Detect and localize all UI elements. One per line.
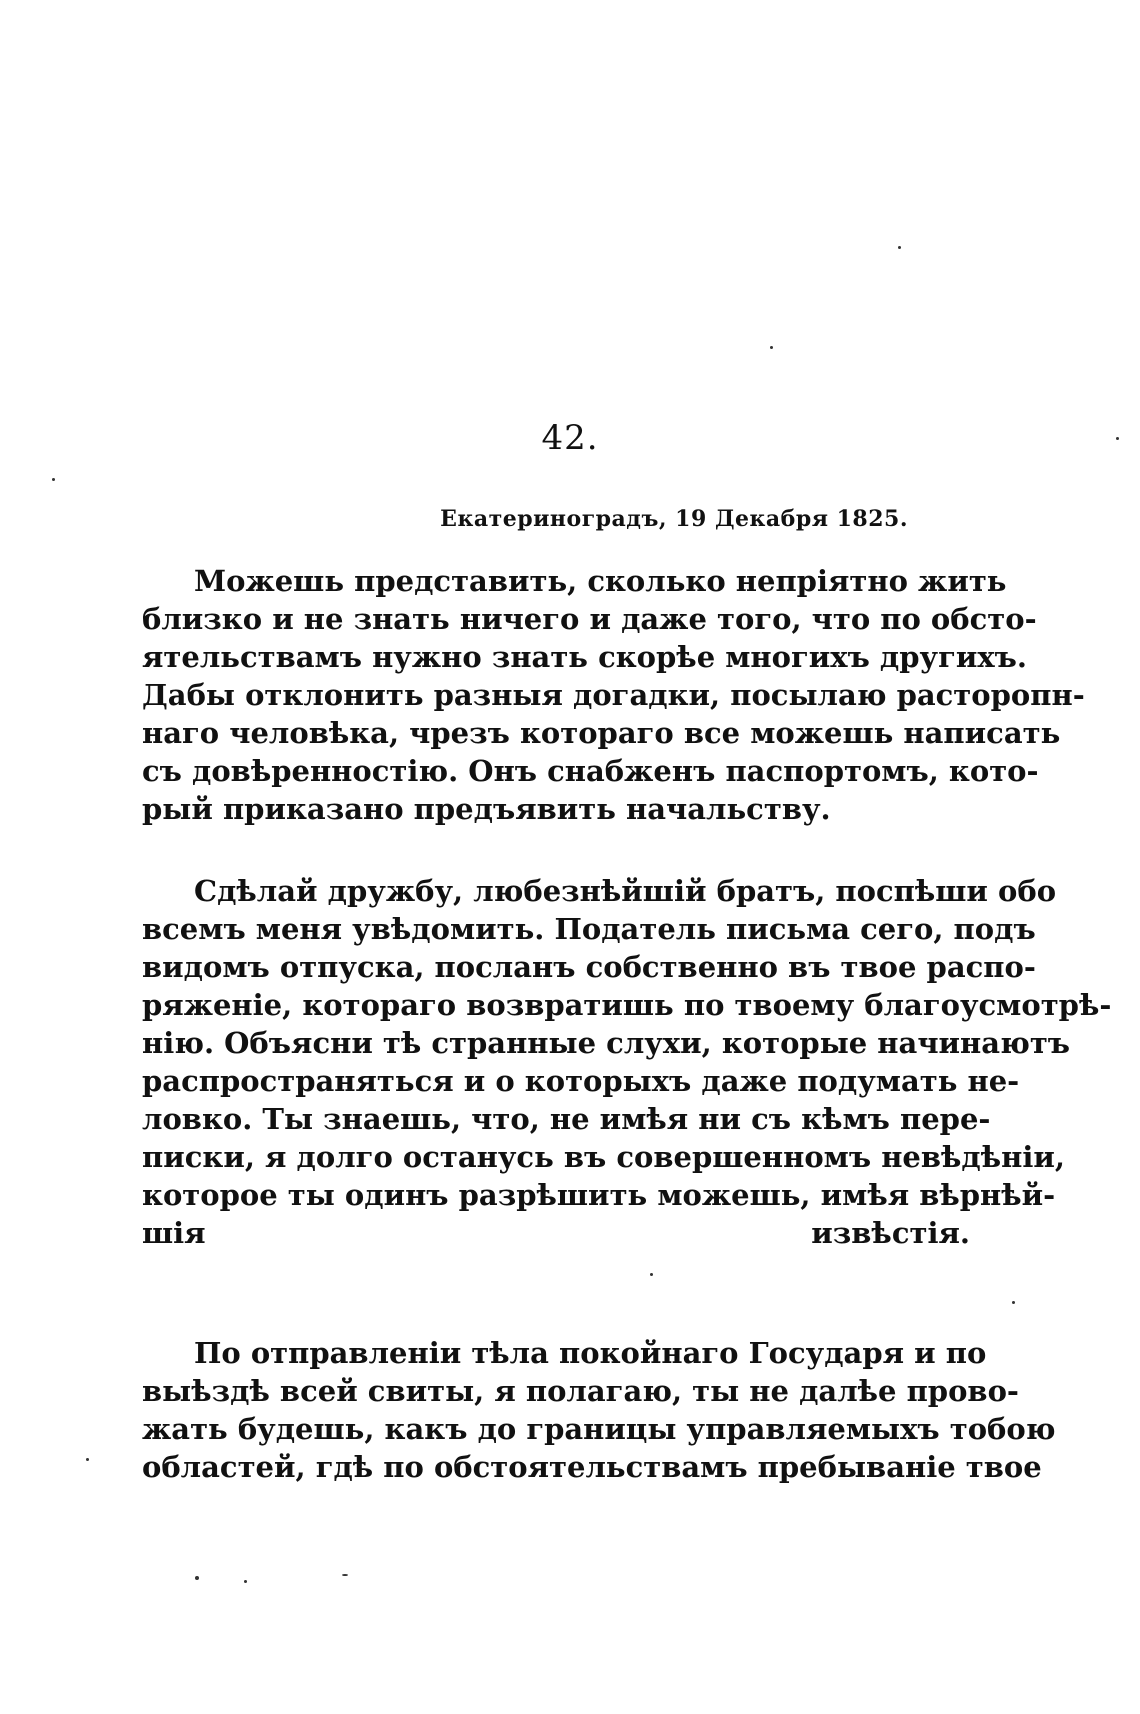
scan-speck bbox=[1116, 437, 1119, 440]
scan-speck bbox=[86, 1458, 89, 1461]
text-line: По отправленiи тѣла покойнаго Государя и по bbox=[194, 1336, 987, 1370]
text-line: Можешь представить, сколько непрiятно жить bbox=[194, 564, 1007, 598]
text-line: ловко. Ты знаешь, что, не имѣя ни съ кѣмъ пере- bbox=[142, 1102, 991, 1136]
text-line bbox=[142, 1252, 970, 1290]
text-line: ряженiе, котораго возвратишь по твоему благоусмотрѣ- bbox=[142, 988, 1112, 1022]
scan-speck bbox=[195, 1576, 199, 1580]
dateline: Екатериноградъ, 19 Декабря 1825. bbox=[440, 506, 908, 532]
text-line: ятельствамъ нужно знать скорѣе многихъ другихъ. bbox=[142, 640, 1027, 674]
text-line: Дабы отклонить разныя догадки, посылаю расторопн- bbox=[142, 678, 1085, 712]
text-line: Сдѣлай дружбу, любезнѣйшiй братъ, поспѣши обо bbox=[194, 874, 1057, 908]
text-line: наго человѣка, чрезъ котораго все можешь написать bbox=[142, 716, 1061, 750]
text-line: съ довѣренностiю. Онъ снабженъ паспортомъ, кото- bbox=[142, 754, 1039, 788]
scan-speck bbox=[1012, 1301, 1015, 1304]
text-line: которое ты одинъ разрѣшить можешь, имѣя вѣрнѣй- bbox=[142, 1178, 1056, 1212]
text-line: видомъ отпуска, посланъ собственно въ твое распо- bbox=[142, 950, 1036, 984]
text-line: писки, я долго останусь въ совершенномъ невѣдѣнiи, bbox=[142, 1140, 1065, 1174]
text-line: жать будешь, какъ до границы управляемыхъ тобою bbox=[142, 1412, 1056, 1446]
text-line: всемъ меня увѣдомить. Податель письма сего, подъ bbox=[142, 912, 1036, 946]
text-line: выѣздѣ всей свиты, я полагаю, ты не далѣе прово- bbox=[142, 1374, 1019, 1408]
letter-body bbox=[142, 562, 1112, 1486]
text-line: областей, гдѣ по обстоятельствамъ пребыванiе твое bbox=[142, 1450, 1042, 1484]
text-line: распространяться и о которыхъ даже подумать не- bbox=[142, 1064, 1020, 1098]
scan-speck bbox=[650, 1273, 653, 1276]
paragraph-2 bbox=[142, 872, 1112, 1290]
scan-speck bbox=[342, 1574, 348, 1576]
text-line: рый приказано предъявить начальству. bbox=[142, 792, 831, 826]
scan-speck bbox=[898, 246, 901, 249]
text-line: близко и не знать ничего и даже того, что по обсто- bbox=[142, 602, 1037, 636]
text-line: шiя извѣстiя. bbox=[142, 1216, 970, 1250]
text-line: нiю. Объясни тѣ странные слухи, которые начинаютъ bbox=[142, 1026, 1071, 1060]
paragraph-3 bbox=[142, 1334, 1056, 1486]
scan-speck bbox=[244, 1580, 247, 1583]
scan-speck bbox=[52, 478, 55, 481]
letter-number: 42. bbox=[541, 418, 599, 458]
paragraph-1 bbox=[142, 562, 1085, 828]
scan-speck bbox=[770, 346, 773, 349]
